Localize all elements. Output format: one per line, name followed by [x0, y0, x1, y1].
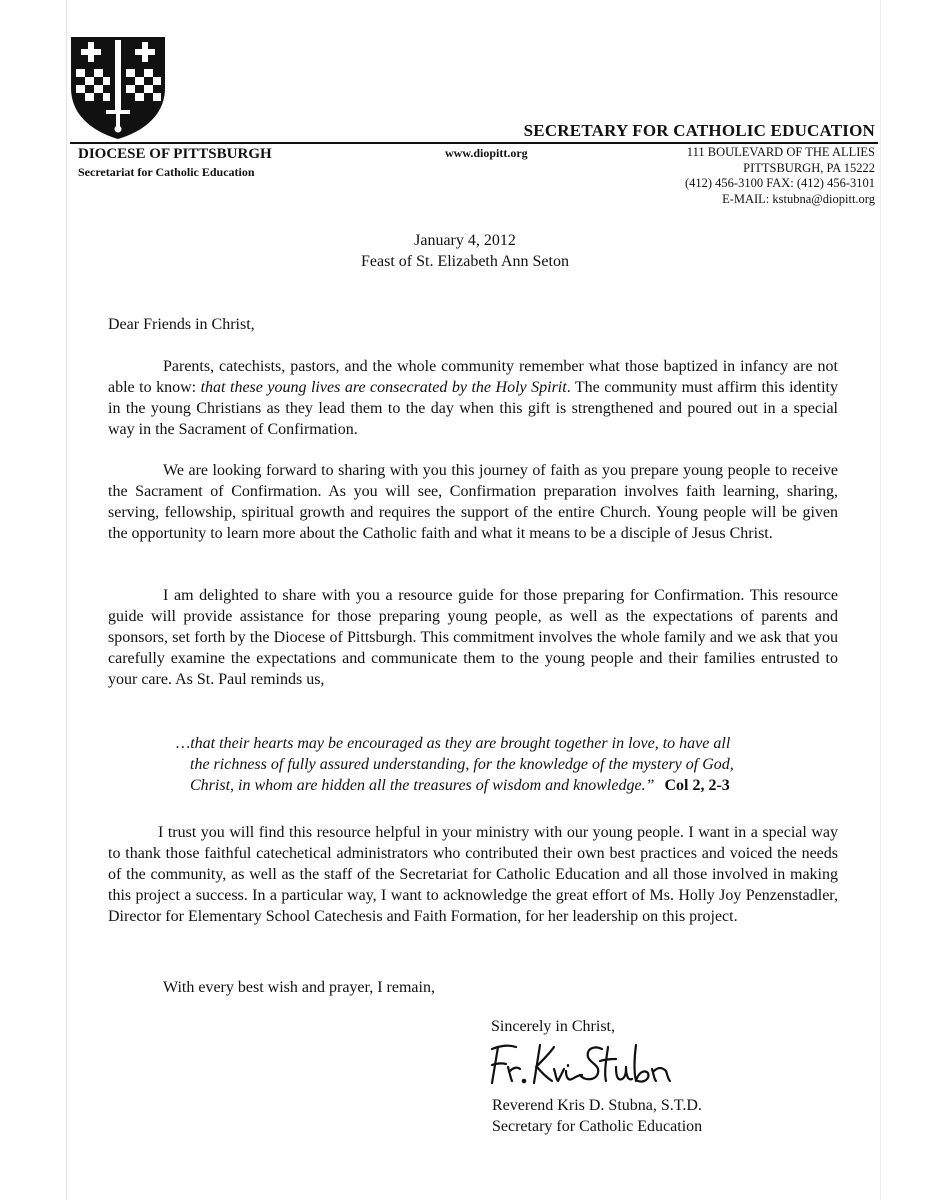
- feast-day: Feast of St. Elizabeth Ann Seton: [361, 253, 569, 270]
- salutation: Dear Friends in Christ,: [108, 316, 255, 333]
- website-link[interactable]: www.diopitt.org: [445, 146, 528, 160]
- address-city: PITTSBURGH, PA 15222: [743, 160, 875, 175]
- paragraph-1-emphasis: that these young lives are consecrated by the Holy Spirit: [200, 379, 567, 396]
- quote-line-3: Christ, in whom are hidden all the treasures of wisdom and knowledge.”: [190, 777, 655, 794]
- date-block: [0, 230, 930, 272]
- quote-line-2: the richness of fully assured understanding, for the knowledge of the mystery of God,: [190, 756, 734, 773]
- sign-off: Sincerely in Christ,: [491, 1018, 615, 1035]
- paragraph-1: [108, 356, 838, 440]
- paragraph-3: I am delighted to share with you a resource guide for those preparing for Confirmation. This resource guide will provide assistance for those preparing young people, as well as the expectations of parents and sponsors, set forth by the Diocese of Pittsburgh. This commitment involves the whole family and we ask that you carefully examine the expectations and communicate them to the young people and their families entrusted to your care. As St. Paul reminds us,: [108, 587, 838, 688]
- page-edge-right: [880, 0, 881, 1200]
- secretariat-name: Secretariat for Catholic Education: [78, 165, 255, 179]
- quote-line-1: …that their hearts may be encouraged as they are brought together in love, to have all: [176, 735, 731, 752]
- letter-date: January 4, 2012: [414, 232, 516, 249]
- paragraph-2: We are looking forward to sharing with you this journey of faith as you prepare young people to receive the Sacrament of Confirmation. As you will see, Confirmation preparation involves faith learning, sharing, serving, fellowship, spiritual growth and requires the support of the entire Church. Young people will be given the opportunity to learn more about the Catholic faith and what it means to be a disciple of Jesus Christ.: [108, 462, 838, 542]
- letterhead-title: SECRETARY FOR CATHOLIC EDUCATION: [523, 121, 875, 140]
- phone-fax: (412) 456-3100 FAX: (412) 456-3101: [684, 176, 875, 190]
- signature-block: [492, 1095, 702, 1137]
- scripture-quote: [176, 733, 816, 796]
- closing-line: With every best wish and prayer, I remain,: [163, 979, 435, 996]
- paragraph-1-start: Parents, catechists, pastors, and the whole community remember what those baptized in infancy are not able to know:: [108, 358, 838, 396]
- signer-name: Reverend Kris D. Stubna, S.T.D.: [492, 1097, 702, 1114]
- paragraph-4: I trust you will find this resource helpful in your ministry with our young people. I want in a special way to thank those faithful catechetical administrators who contributed their own best practices and voiced the needs of the community, as well as the staff of the Secretariat for Catholic Education and all those involved in making this project a success. In a particular way, I want to acknowledge the great effort of Ms. Holly Joy Penzenstadler, Director for Elementary School Catechesis and Faith Formation, for her leadership on this project.: [108, 824, 838, 925]
- quote-citation: Col 2, 2-3: [664, 777, 730, 794]
- diocese-name: DIOCESE OF PITTSBURGH: [78, 146, 272, 162]
- email-address[interactable]: E-MAIL: kstubna@diopitt.org: [722, 191, 875, 206]
- letterhead-rule: [70, 142, 878, 144]
- page-edge-left: [66, 0, 67, 1200]
- address-block: [685, 145, 875, 207]
- diocese-seal-logo: [70, 36, 166, 140]
- paragraph-1-end: . The community must affirm this identity in the young Christians as they lead them to the day when this gift is strengthened and poured out in a special way in the Sacrament of Confirmation.: [108, 379, 838, 438]
- handwritten-signature: [484, 1037, 674, 1089]
- address-street: 111 BOULEVARD OF THE ALLIES: [686, 145, 875, 159]
- signer-title: Secretary for Catholic Education: [492, 1118, 703, 1135]
